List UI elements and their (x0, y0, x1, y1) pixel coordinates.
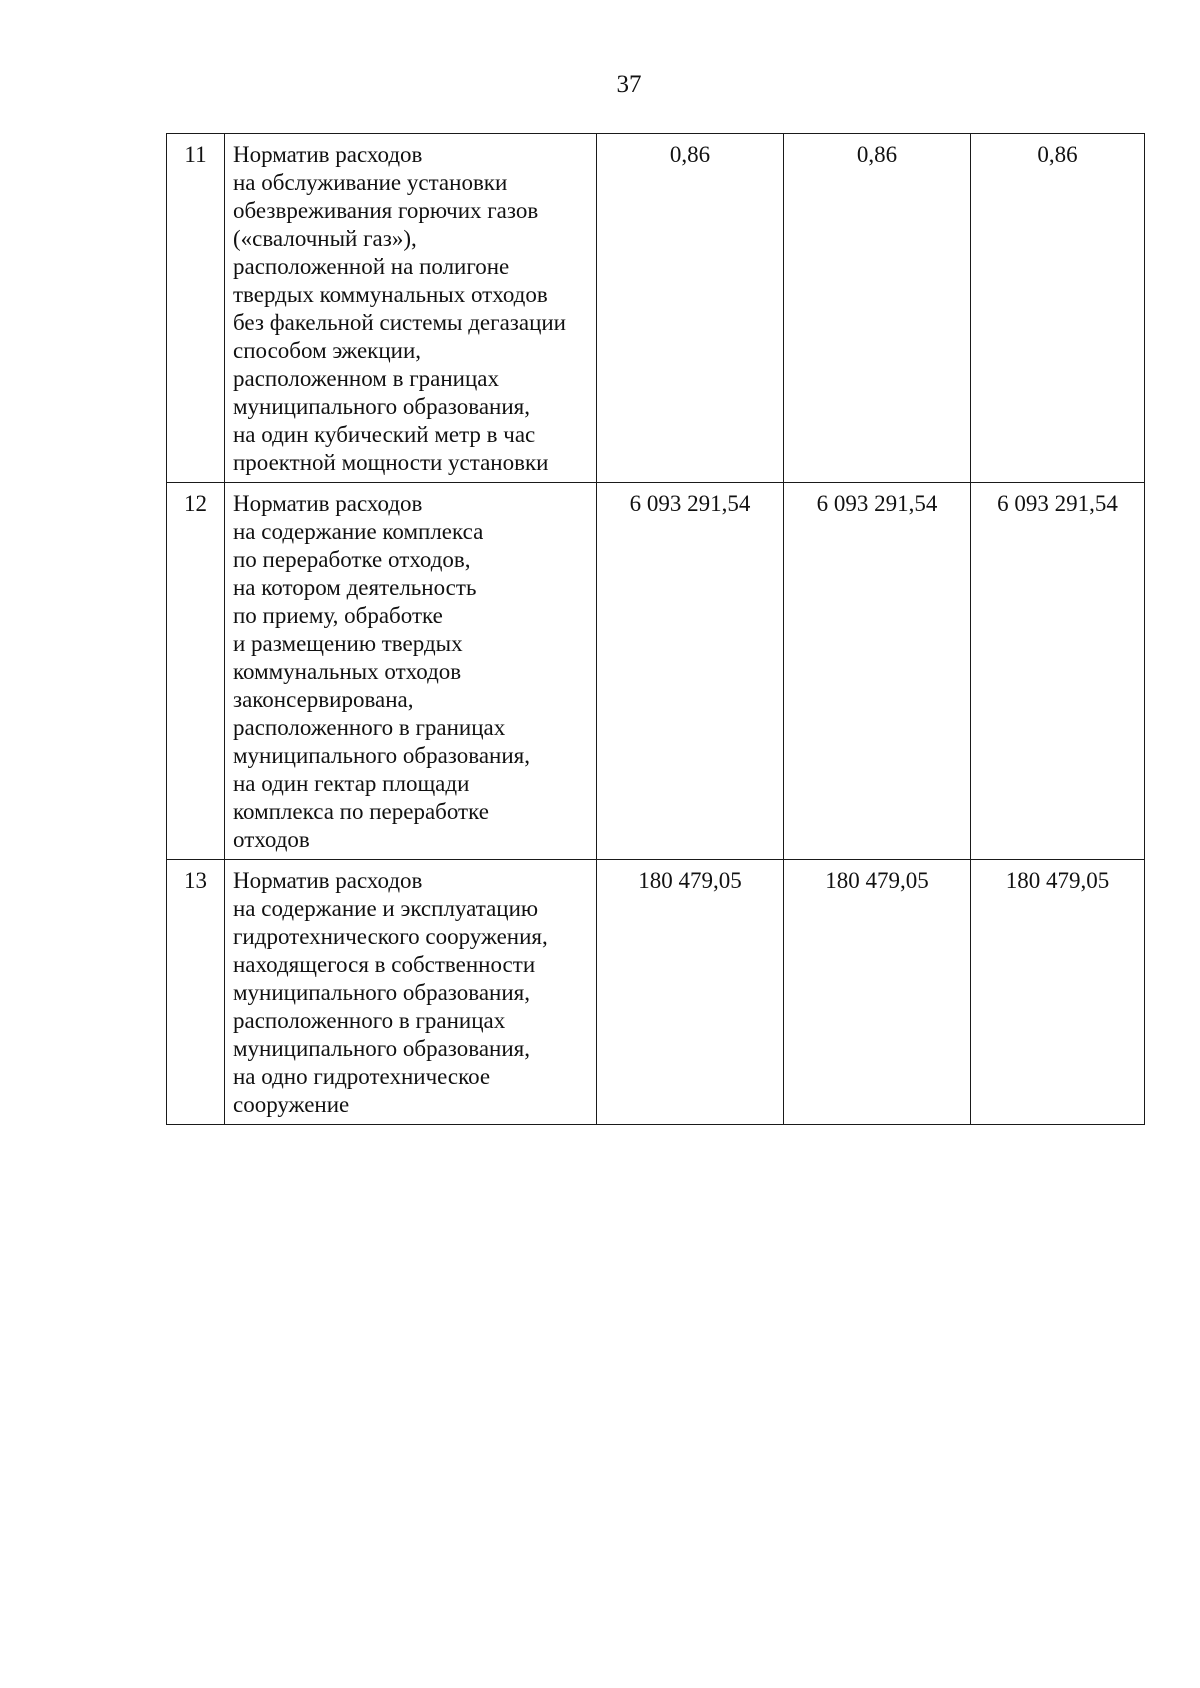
description-line: расположенного в границах (233, 1008, 506, 1033)
table-row (167, 860, 1145, 1125)
description-line: законсервирована, (233, 687, 414, 712)
description-line: муниципального образования, (233, 1036, 530, 1061)
description-line: способом эжекции, (233, 338, 422, 363)
description-line: обезвреживания горючих газов (233, 198, 539, 223)
row-number: 12 (167, 483, 225, 860)
description-line: расположенном в границах (233, 366, 499, 391)
value-cell: 6 093 291,54 (971, 483, 1145, 860)
norms-table (166, 133, 1145, 1125)
row-number: 13 (167, 860, 225, 1125)
description-line: коммунальных отходов (233, 659, 462, 684)
description-line: комплекса по переработке (233, 799, 489, 824)
description-line: отходов (233, 827, 310, 852)
description-line: («свалочный газ»), (233, 226, 417, 251)
value-cell: 0,86 (971, 134, 1145, 483)
description-line: гидротехнического сооружения, (233, 924, 548, 949)
description-line: твердых коммунальных отходов (233, 282, 548, 307)
description-line: расположенной на полигоне (233, 254, 510, 279)
description-line: на одно гидротехническое (233, 1064, 491, 1089)
description-line: и размещению твердых (233, 631, 463, 656)
value-cell: 0,86 (784, 134, 971, 483)
row-description (225, 483, 597, 860)
table-row (167, 483, 1145, 860)
description-line: на обслуживание установки (233, 170, 508, 195)
description-line: муниципального образования, (233, 743, 530, 768)
description-line: расположенного в границах (233, 715, 506, 740)
description-line: Норматив расходов (233, 868, 423, 893)
row-number: 11 (167, 134, 225, 483)
description-line: сооружение (233, 1092, 350, 1117)
description-line: без факельной системы дегазации (233, 310, 566, 335)
value-cell: 6 093 291,54 (784, 483, 971, 860)
page-number: 37 (616, 71, 642, 98)
description-line: муниципального образования, (233, 980, 530, 1005)
value-cell: 0,86 (597, 134, 784, 483)
description-line: на содержание и эксплуатацию (233, 896, 539, 921)
description-line: на один гектар площади (233, 771, 470, 796)
description-line: находящегося в собственности (233, 952, 536, 977)
description-line: на котором деятельность (233, 575, 477, 600)
description-line: Норматив расходов (233, 142, 423, 167)
description-line: муниципального образования, (233, 394, 530, 419)
description-line: Норматив расходов (233, 491, 423, 516)
description-line: на один кубический метр в час (233, 422, 536, 447)
description-line: проектной мощности установки (233, 450, 549, 475)
row-description (225, 134, 597, 483)
description-line: по приему, обработке (233, 603, 443, 628)
description-line: на содержание комплекса (233, 519, 484, 544)
row-description (225, 860, 597, 1125)
value-cell: 180 479,05 (597, 860, 784, 1125)
value-cell: 6 093 291,54 (597, 483, 784, 860)
description-line: по переработке отходов, (233, 547, 471, 572)
table-row (167, 134, 1145, 483)
value-cell: 180 479,05 (784, 860, 971, 1125)
value-cell: 180 479,05 (971, 860, 1145, 1125)
